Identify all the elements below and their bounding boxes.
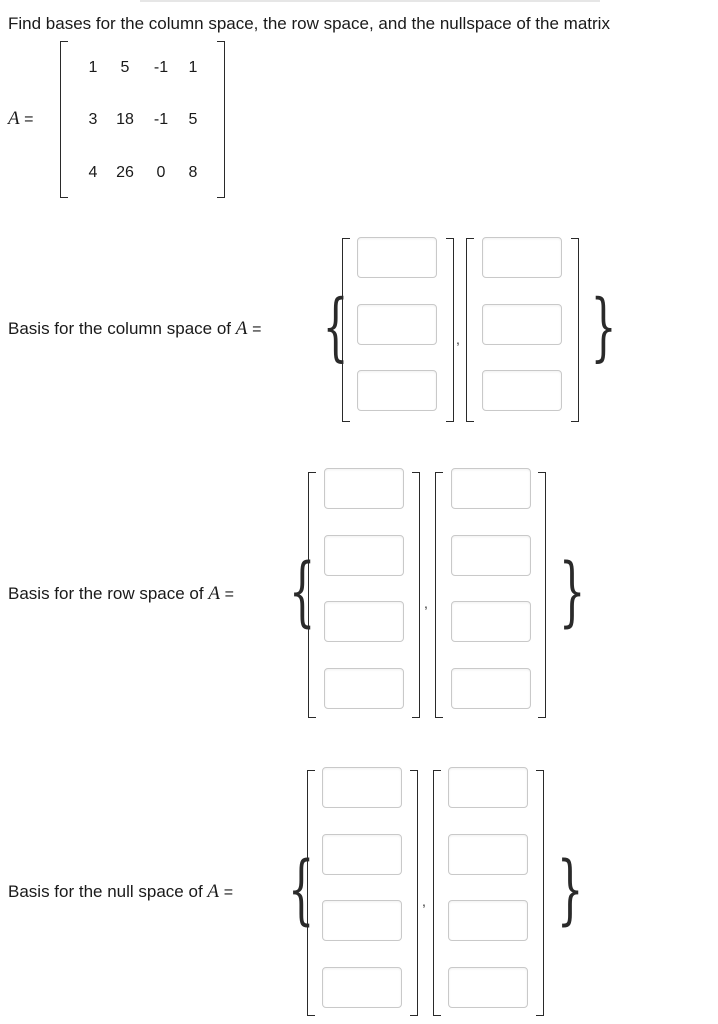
null-space-var: A — [207, 881, 220, 902]
matrix-cell-r1-c4: 1 — [188, 59, 198, 76]
null-space-label — [8, 881, 233, 903]
column_space-vector-1-entry-1-input[interactable] — [357, 237, 437, 278]
top-divider — [140, 0, 600, 2]
null_space-vector-2-entry-1-input[interactable] — [448, 767, 528, 808]
matrix-cell-r3-c4: 8 — [188, 164, 198, 181]
null_space-vector-1-entry-4-input[interactable] — [322, 967, 402, 1008]
null_space-vector-1-right-bracket — [410, 770, 418, 1016]
row_space-close-brace: } — [558, 546, 586, 635]
matrix-cell-r3-c2: 26 — [116, 164, 134, 181]
column_space-vector-2-left-bracket — [466, 238, 474, 422]
null_space-close-brace: } — [556, 844, 584, 933]
matrix-cell-r1-c3: -1 — [153, 59, 169, 76]
row_space-vector-2-left-bracket — [435, 472, 443, 718]
null_space-vector-2-entry-4-input[interactable] — [448, 967, 528, 1008]
row_space-vector-1-entry-1-input[interactable] — [324, 468, 404, 509]
matrix-cell-r2-c4: 5 — [188, 111, 198, 128]
column_space-vector-2-right-bracket — [571, 238, 579, 422]
null-space-text: Basis for the null space of — [8, 882, 203, 901]
null_space-open-brace: { — [287, 844, 315, 933]
row_space-vector-1-entry-2-input[interactable] — [324, 535, 404, 576]
column-space-var: A — [235, 318, 248, 339]
row_space-vector-2-right-bracket — [538, 472, 546, 718]
row-space-text: Basis for the row space of — [8, 584, 204, 603]
column_space-vector-1-left-bracket — [342, 238, 350, 422]
row_space-vector-1-entry-4-input[interactable] — [324, 668, 404, 709]
column_space-vector-1-entry-3-input[interactable] — [357, 370, 437, 411]
column_space-vector-1-entry-2-input[interactable] — [357, 304, 437, 345]
column_space-close-brace: } — [590, 284, 617, 370]
matrix-left-bracket — [60, 41, 68, 198]
null_space-vector-1-entry-1-input[interactable] — [322, 767, 402, 808]
row_space-vector-1-entry-3-input[interactable] — [324, 601, 404, 642]
column_space-open-brace: { — [322, 284, 349, 370]
column_space-comma: , — [456, 331, 460, 347]
matrix-a-label — [8, 108, 33, 130]
row_space-vector-1-left-bracket — [308, 472, 316, 718]
equals-sign: = — [24, 111, 34, 128]
row_space-vector-2-entry-2-input[interactable] — [451, 535, 531, 576]
problem-prompt: Find bases for the column space, the row space, and the nullspace of the matrix — [8, 14, 610, 33]
null_space-vector-2-left-bracket — [433, 770, 441, 1016]
matrix-cell-r2-c1: 3 — [88, 111, 98, 128]
row_space-vector-2-entry-3-input[interactable] — [451, 601, 531, 642]
null_space-vector-2-entry-2-input[interactable] — [448, 834, 528, 875]
matrix-cell-r1-c1: 1 — [88, 59, 98, 76]
matrix-cell-r3-c1: 4 — [88, 164, 98, 181]
row_space-vector-2-entry-1-input[interactable] — [451, 468, 531, 509]
null_space-vector-1-entry-3-input[interactable] — [322, 900, 402, 941]
column_space-vector-2-entry-3-input[interactable] — [482, 370, 562, 411]
matrix-cell-r2-c3: -1 — [153, 111, 169, 128]
row-space-equals: = — [224, 586, 235, 603]
matrix-cell-r3-c3: 0 — [156, 164, 166, 181]
null_space-vector-2-entry-3-input[interactable] — [448, 900, 528, 941]
null_space-comma: , — [422, 893, 426, 909]
null_space-vector-1-entry-2-input[interactable] — [322, 834, 402, 875]
matrix-name: A — [8, 108, 20, 129]
row_space-vector-1-right-bracket — [412, 472, 420, 718]
row_space-comma: , — [424, 595, 428, 611]
column_space-vector-2-entry-2-input[interactable] — [482, 304, 562, 345]
row-space-label — [8, 583, 234, 605]
null-space-equals: = — [223, 884, 234, 901]
column_space-vector-1-right-bracket — [446, 238, 454, 422]
matrix-cell-r1-c2: 5 — [120, 59, 130, 76]
null_space-vector-2-right-bracket — [536, 770, 544, 1016]
row-space-var: A — [208, 583, 220, 604]
matrix-cell-r2-c2: 18 — [116, 111, 134, 128]
column_space-vector-2-entry-1-input[interactable] — [482, 237, 562, 278]
row_space-open-brace: { — [288, 546, 316, 635]
column-space-text: Basis for the column space of — [8, 319, 232, 338]
row_space-vector-2-entry-4-input[interactable] — [451, 668, 531, 709]
matrix-right-bracket — [217, 41, 225, 198]
null_space-vector-1-left-bracket — [307, 770, 315, 1016]
column-space-label — [8, 318, 261, 340]
column-space-equals: = — [252, 321, 262, 338]
